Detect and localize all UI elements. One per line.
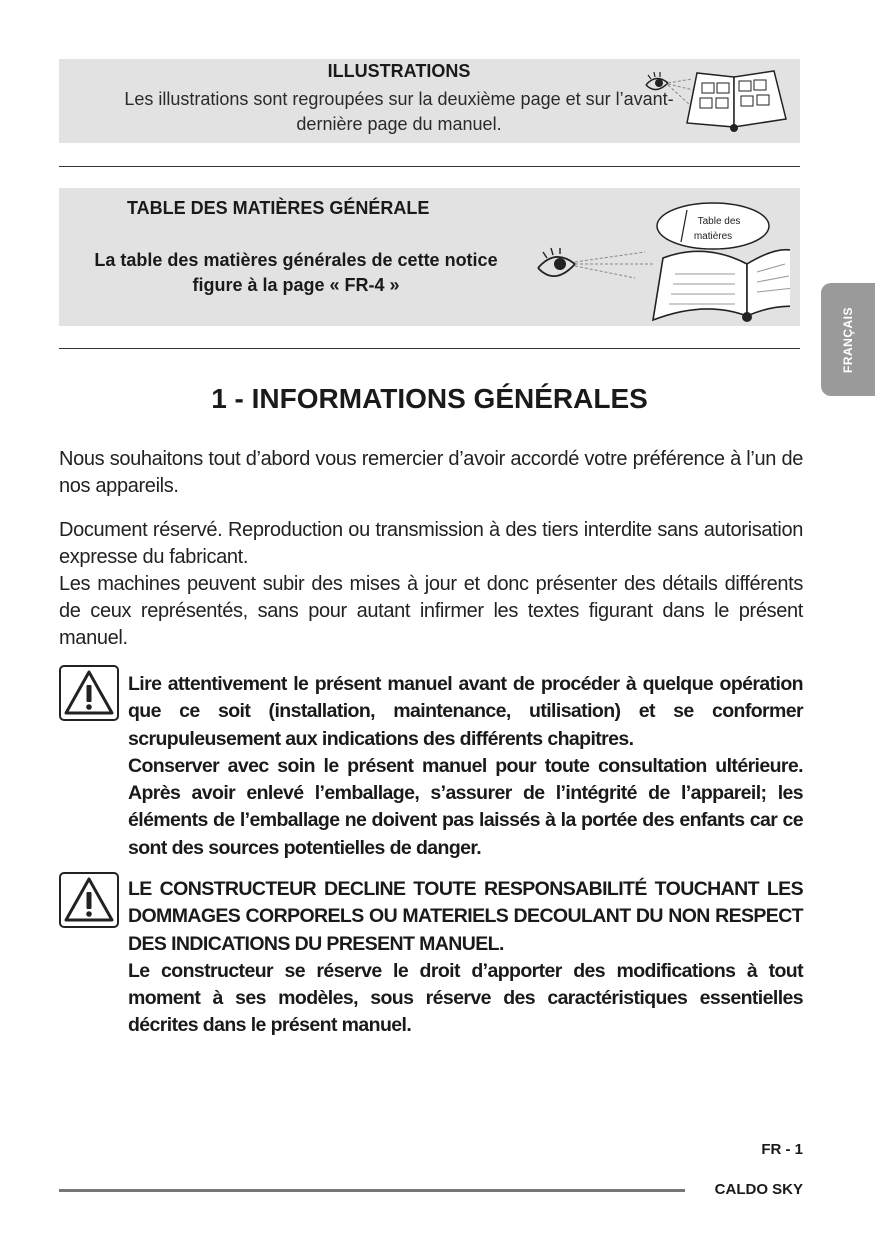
toc-bubble-line1: Table des [697,216,741,227]
divider [59,166,800,167]
paragraph: Document réservé. Reproduction ou transmission à des tiers interdite sans autorisation expresse du fabricant. [59,519,803,568]
warning-text-block [128,876,803,1040]
warning-icon [59,665,119,721]
warning-text-block [128,671,803,862]
illustrations-box [59,59,800,143]
language-tab-label: FRANÇAIS [841,306,855,373]
eye-reading-table-of-contents-icon [535,192,790,324]
illustrations-title: ILLUSTRATIONS [327,61,471,81]
page-number: FR - 1 [761,1141,803,1158]
footer-divider [59,1189,685,1192]
warning-text: Le constructeur se réserve le droit d’apporter des modifications à tout moment à ses modèles, sous réserve des caractéristiques essentielles décrites dans le présent manuel. [128,959,803,1037]
illustrations-text: Les illustrations sont regroupées sur la deuxième page et sur l’avant-dernière page du manuel. [124,89,674,134]
toc-box [59,188,800,326]
footer-brand: CALDO SKY [714,1181,803,1198]
section-title: 1 - INFORMATIONS GÉNÉRALES [211,383,648,414]
warning-text: Lire attentivement le présent manuel avant de procéder à quelque opération que ce soit (installation, maintenance, utilisation) et se conformer scrupuleusement aux indications des différents chapitres. [128,673,803,750]
paragraph: Les machines peuvent subir des mises à jour et donc présenter des détails différents de ceux représentés, sans pour autant infirmer les textes figurant dans le présent manuel. [59,573,803,649]
toc-bubble-line2: matières [693,231,733,242]
warning-text: LE CONSTRUCTEUR DECLINE TOUTE RESPONSABILITÉ TOUCHANT LES DOMMAGES CORPORELS OU MATERIELS DECOULANT DU NON RESPECT DES INDICATIONS DU PRESENT MANUEL. [128,878,803,955]
paragraph: Nous souhaitons tout d’abord vous remercier d’avoir accordé votre préférence à l’un de nos appareils. [59,448,803,497]
warning-icon [59,872,119,928]
language-tab [821,283,875,396]
divider [59,348,800,349]
toc-text: La table des matières générales de cette notice figure à la page « FR-4 » [94,250,498,295]
warning-text: Conserver avec soin le présent manuel pour toute consultation ultérieure. Après avoir enlevé l’emballage, s’assurer de l’intégrité de l’appareil; les éléments de l’emballage ne doivent pas laissés à la portée des enfants car ce sont des sources potentielles de danger. [128,754,803,859]
toc-title: TABLE DES MATIÈRES GÉNÉRALE [127,198,430,218]
eye-reading-book-icon [642,65,792,135]
